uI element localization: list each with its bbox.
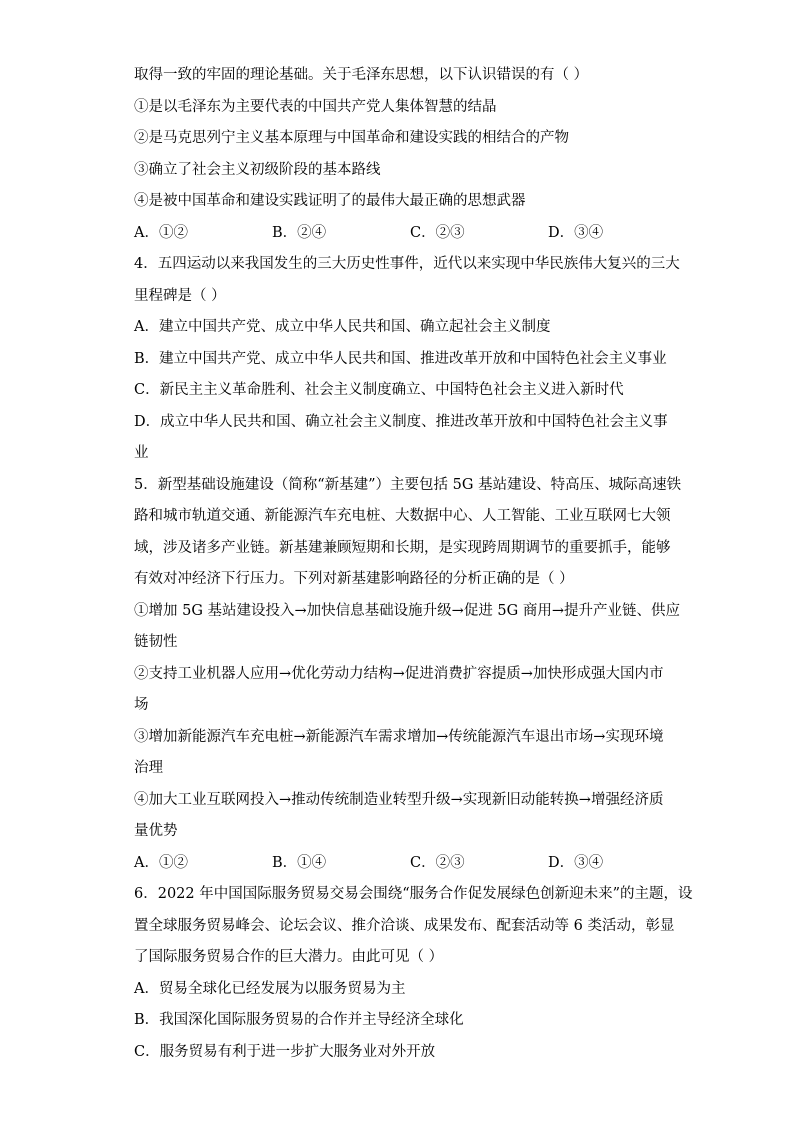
q4-option-b: B．建立中国共产党、成立中华人民共和国、推进改革开放和中国特色社会主义事业 — [134, 351, 667, 367]
q5-item-4-cont: 量优势 — [134, 823, 178, 839]
q5-item-1-cont: 链韧性 — [134, 634, 178, 650]
q3-stem: 取得一致的牢固的理论基础。关于毛泽东思想，以下认识错误的有（ ） — [134, 67, 589, 83]
q3-option-a: A．①② — [134, 225, 188, 241]
q5-item-4: ④加大工业互联网投入→推动传统制造业转型升级→实现新旧动能转换→增强经济质 — [134, 792, 664, 808]
q5-option-d: D．③④ — [548, 855, 604, 871]
q4-option-c: C．新民主主义革命胜利、社会主义制度确立、中国特色社会主义进入新时代 — [134, 382, 624, 398]
q5-option-c: C．②③ — [410, 855, 465, 871]
q4-option-d: D．成立中华人民共和国、确立社会主义制度、推进改革开放和中国特色社会主义事 — [134, 414, 668, 430]
q3-options — [134, 224, 694, 242]
q5-item-3: ③增加新能源汽车充电桩→新能源汽车需求增加→传统能源汽车退出市场→实现环境 — [134, 729, 664, 745]
q4-stem-line-2: 里程碑是（ ） — [134, 288, 226, 304]
q6-option-a: A．贸易全球化已经发展为以服务贸易为主 — [134, 981, 406, 997]
q3-option-d: D．③④ — [548, 225, 604, 241]
q5-stem-line-3: 域，涉及诸多产业链。新基建兼顾短期和长期，是实现跨周期调节的重要抓手，能够 — [134, 540, 671, 556]
q6-option-b: B．我国深化国际服务贸易的合作并主导经济全球化 — [134, 1012, 464, 1028]
q3-option-c: C．②③ — [410, 225, 465, 241]
q5-stem-line-1: 5．新型基础设施建设（简称“新基建”）主要包括 5G 基站建设、特高压、城际高速铁 — [134, 477, 682, 493]
q4-option-d-cont: 业 — [134, 445, 149, 461]
q3-item-4: ④是被中国革命和建设实践证明了的最伟大最正确的思想武器 — [134, 193, 526, 209]
q3-option-b: B．②④ — [272, 225, 327, 241]
q5-stem-line-4: 有效对冲经济下行压力。下列对新基建影响路径的分析正确的是（ ） — [134, 571, 574, 587]
q5-item-3-cont: 治理 — [134, 760, 163, 776]
q5-options — [134, 854, 694, 872]
q6-stem-line-1: 6．2022 年中国国际服务贸易交易会围绕“服务合作促发展绿色创新迎未来”的主题，设 — [134, 886, 693, 902]
q5-item-2: ②支持工业机器人应用→优化劳动力结构→促进消费扩容提质→加快形成强大国内市 — [134, 666, 664, 682]
q4-stem-line-1: 4．五四运动以来我国发生的三大历史性事件，近代以来实现中华民族伟大复兴的三大 — [134, 256, 680, 272]
q5-item-2-cont: 场 — [134, 697, 149, 713]
q3-item-2: ②是马克思列宁主义基本原理与中国革命和建设实践的相结合的产物 — [134, 130, 569, 146]
q5-option-a: A．①② — [134, 855, 188, 871]
q3-item-1: ①是以毛泽东为主要代表的中国共产党人集体智慧的结晶 — [134, 99, 497, 115]
q3-item-3: ③确立了社会主义初级阶段的基本路线 — [134, 162, 381, 178]
q4-option-a: A．建立中国共产党、成立中华人民共和国、确立起社会主义制度 — [134, 319, 551, 335]
q5-stem-line-2: 路和城市轨道交通、新能源汽车充电桩、大数据中心、人工智能、工业互联网七大领 — [134, 508, 671, 524]
q6-stem-line-2: 置全球服务贸易峰会、论坛会议、推介洽谈、成果发布、配套活动等 6 类活动，彰显 — [134, 918, 675, 934]
q5-option-b: B．①④ — [272, 855, 327, 871]
q5-item-1: ①增加 5G 基站建设投入→加快信息基础设施升级→促进 5G 商用→提升产业链、供应 — [134, 603, 680, 619]
q6-stem-line-3: 了国际服务贸易合作的巨大潜力。由此可见（ ） — [134, 949, 444, 965]
q6-option-c: C．服务贸易有利于进一步扩大服务业对外开放 — [134, 1044, 436, 1060]
